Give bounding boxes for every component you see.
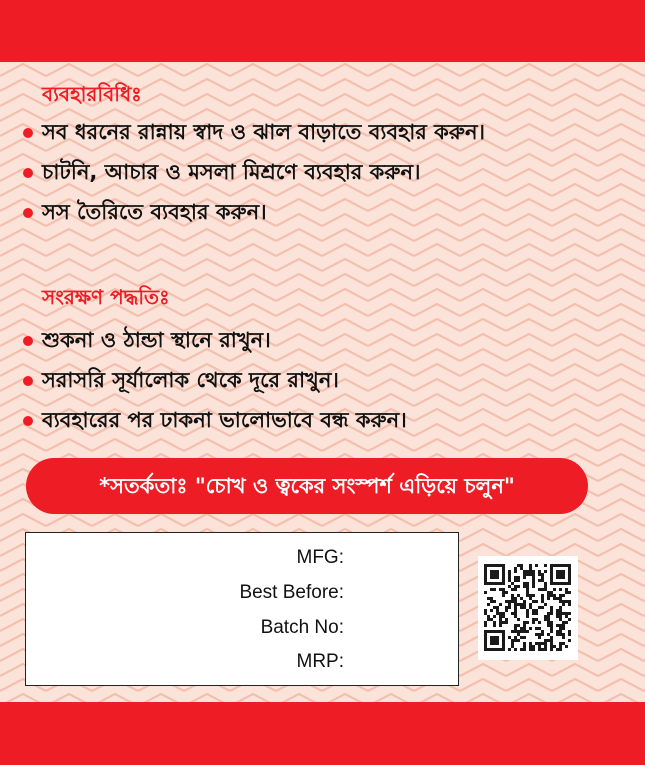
usage-item: চাটনি, আচার ও মসলা মিশ্রণে ব্যবহার করুন। <box>22 152 485 192</box>
bullet-icon <box>23 336 33 346</box>
storage-item: সরাসরি সূর্যালোক থেকে দূরে রাখুন। <box>22 360 407 400</box>
batch-number-label: Batch No: <box>260 617 344 638</box>
product-info-box <box>25 532 459 686</box>
storage-heading: সংরক্ষণ পদ্ধতিঃ <box>42 285 170 309</box>
bullet-icon <box>23 416 33 426</box>
warning-banner: *সতর্কতাঃ "চোখ ও ত্বকের সংস্পর্শ এড়িয়ে চলুন" <box>26 458 588 514</box>
bullet-icon <box>23 128 33 138</box>
storage-item: ব্যবহারের পর ঢাকনা ভালোভাবে বন্ধ করুন। <box>22 400 407 440</box>
storage-item: শুকনা ও ঠান্ডা স্থানে রাখুন। <box>22 320 407 360</box>
usage-heading: ব্যবহারবিধিঃ <box>42 82 142 106</box>
mfg-label: MFG: <box>296 547 344 568</box>
bullet-icon <box>23 376 33 386</box>
usage-list <box>22 112 485 232</box>
best-before-label: Best Before: <box>239 582 344 603</box>
bullet-icon <box>23 168 33 178</box>
bottom-red-band <box>0 702 645 765</box>
usage-item: সব ধরনের রান্নায় স্বাদ ও ঝাল বাড়াতে ব্যবহার করুন। <box>22 112 485 152</box>
bullet-icon <box>23 208 33 218</box>
top-red-band <box>0 0 645 62</box>
mrp-label: MRP: <box>296 651 344 672</box>
qr-code-icon <box>478 556 578 660</box>
usage-item: সস তৈরিতে ব্যবহার করুন। <box>22 192 485 232</box>
storage-list <box>22 320 407 440</box>
